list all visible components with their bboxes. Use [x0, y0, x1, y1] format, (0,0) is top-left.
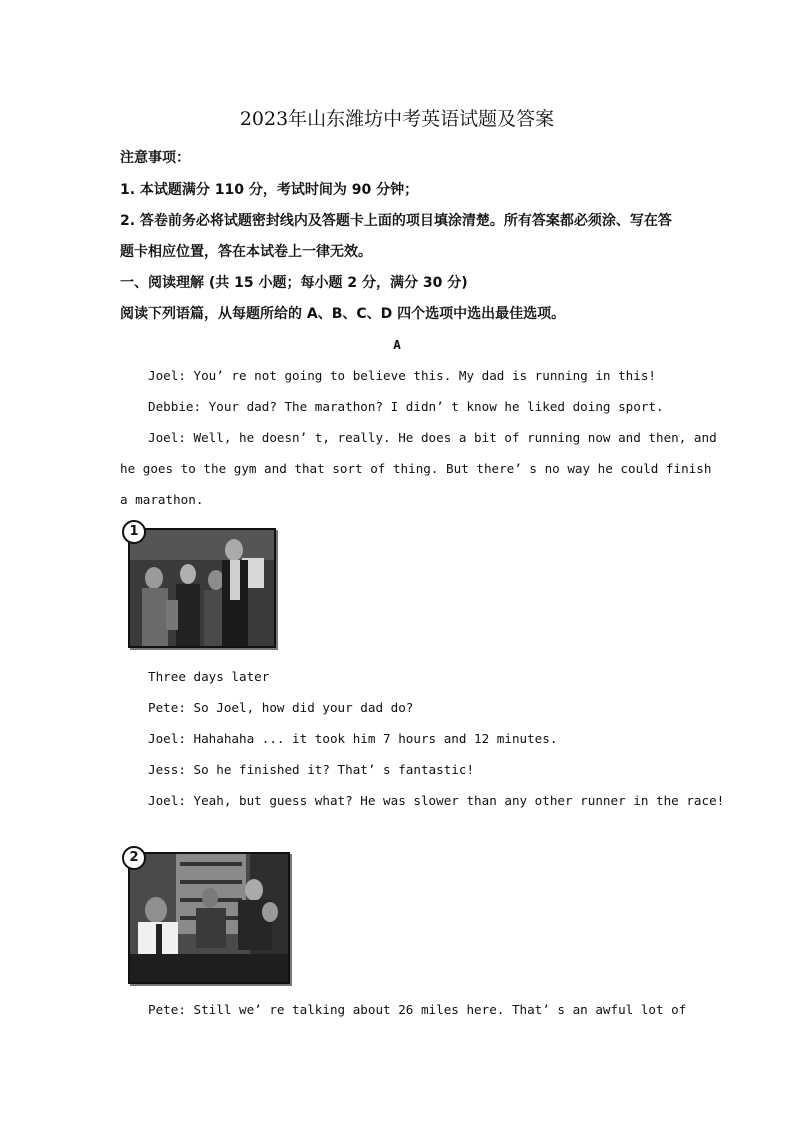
photo-1 [120, 520, 280, 650]
dialogue-line: Pete: So Joel, how did your dad do? [148, 700, 414, 715]
marathon-crowd-image [130, 530, 274, 646]
photo-2-image [128, 852, 290, 984]
section-heading: 一、阅读理解 (共 15 小题；每小题 2 分，满分 30 分) [120, 275, 468, 291]
passage-label: A [393, 337, 401, 352]
notes-heading: 注意事项： [120, 150, 190, 166]
dialogue-line: Joel: Yeah, but guess what? He was slower than any other runner in the race! [148, 793, 725, 808]
dialogue-line: he goes to the gym and that sort of thing. But there’ s no way he could finish [120, 461, 712, 476]
dialogue-line: Three days later [148, 669, 270, 684]
section-instruction: 阅读下列语篇，从每题所给的 A、B、C、D 四个选项中选出最佳选项。 [120, 306, 566, 322]
page-title: 2023年山东潍坊中考英语试题及答案 [239, 108, 555, 130]
dialogue-line: a marathon. [120, 492, 204, 507]
photo-2 [120, 846, 292, 986]
library-students-image [130, 854, 288, 982]
dialogue-line: Debbie: Your dad? The marathon? I didn’ t know he liked doing sport. [148, 399, 664, 414]
photo-1-image [128, 528, 276, 648]
note-item-2-line-2: 题卡相应位置，答在本试卷上一律无效。 [120, 244, 372, 260]
photo-2-number: 2 [122, 846, 146, 870]
photo-1-number: 1 [122, 520, 146, 544]
dialogue-line: Joel: Hahahaha ... it took him 7 hours and 12 minutes. [148, 731, 558, 746]
dialogue-line: Joel: Well, he doesn’ t, really. He does a bit of running now and then, and [148, 430, 717, 445]
dialogue-line: Pete: Still we’ re talking about 26 miles here. That’ s an awful lot of [148, 1002, 687, 1017]
note-item-2-line-1: 2. 答卷前务必将试题密封线内及答题卡上面的项目填涂清楚。所有答案都必须涂、写在答 [120, 213, 672, 229]
dialogue-line: Jess: So he finished it? That’ s fantastic! [148, 762, 475, 777]
dialogue-line: Joel: You’ re not going to believe this. My dad is running in this! [148, 368, 656, 383]
note-item-1: 1. 本试题满分 110 分，考试时间为 90 分钟； [120, 182, 419, 198]
